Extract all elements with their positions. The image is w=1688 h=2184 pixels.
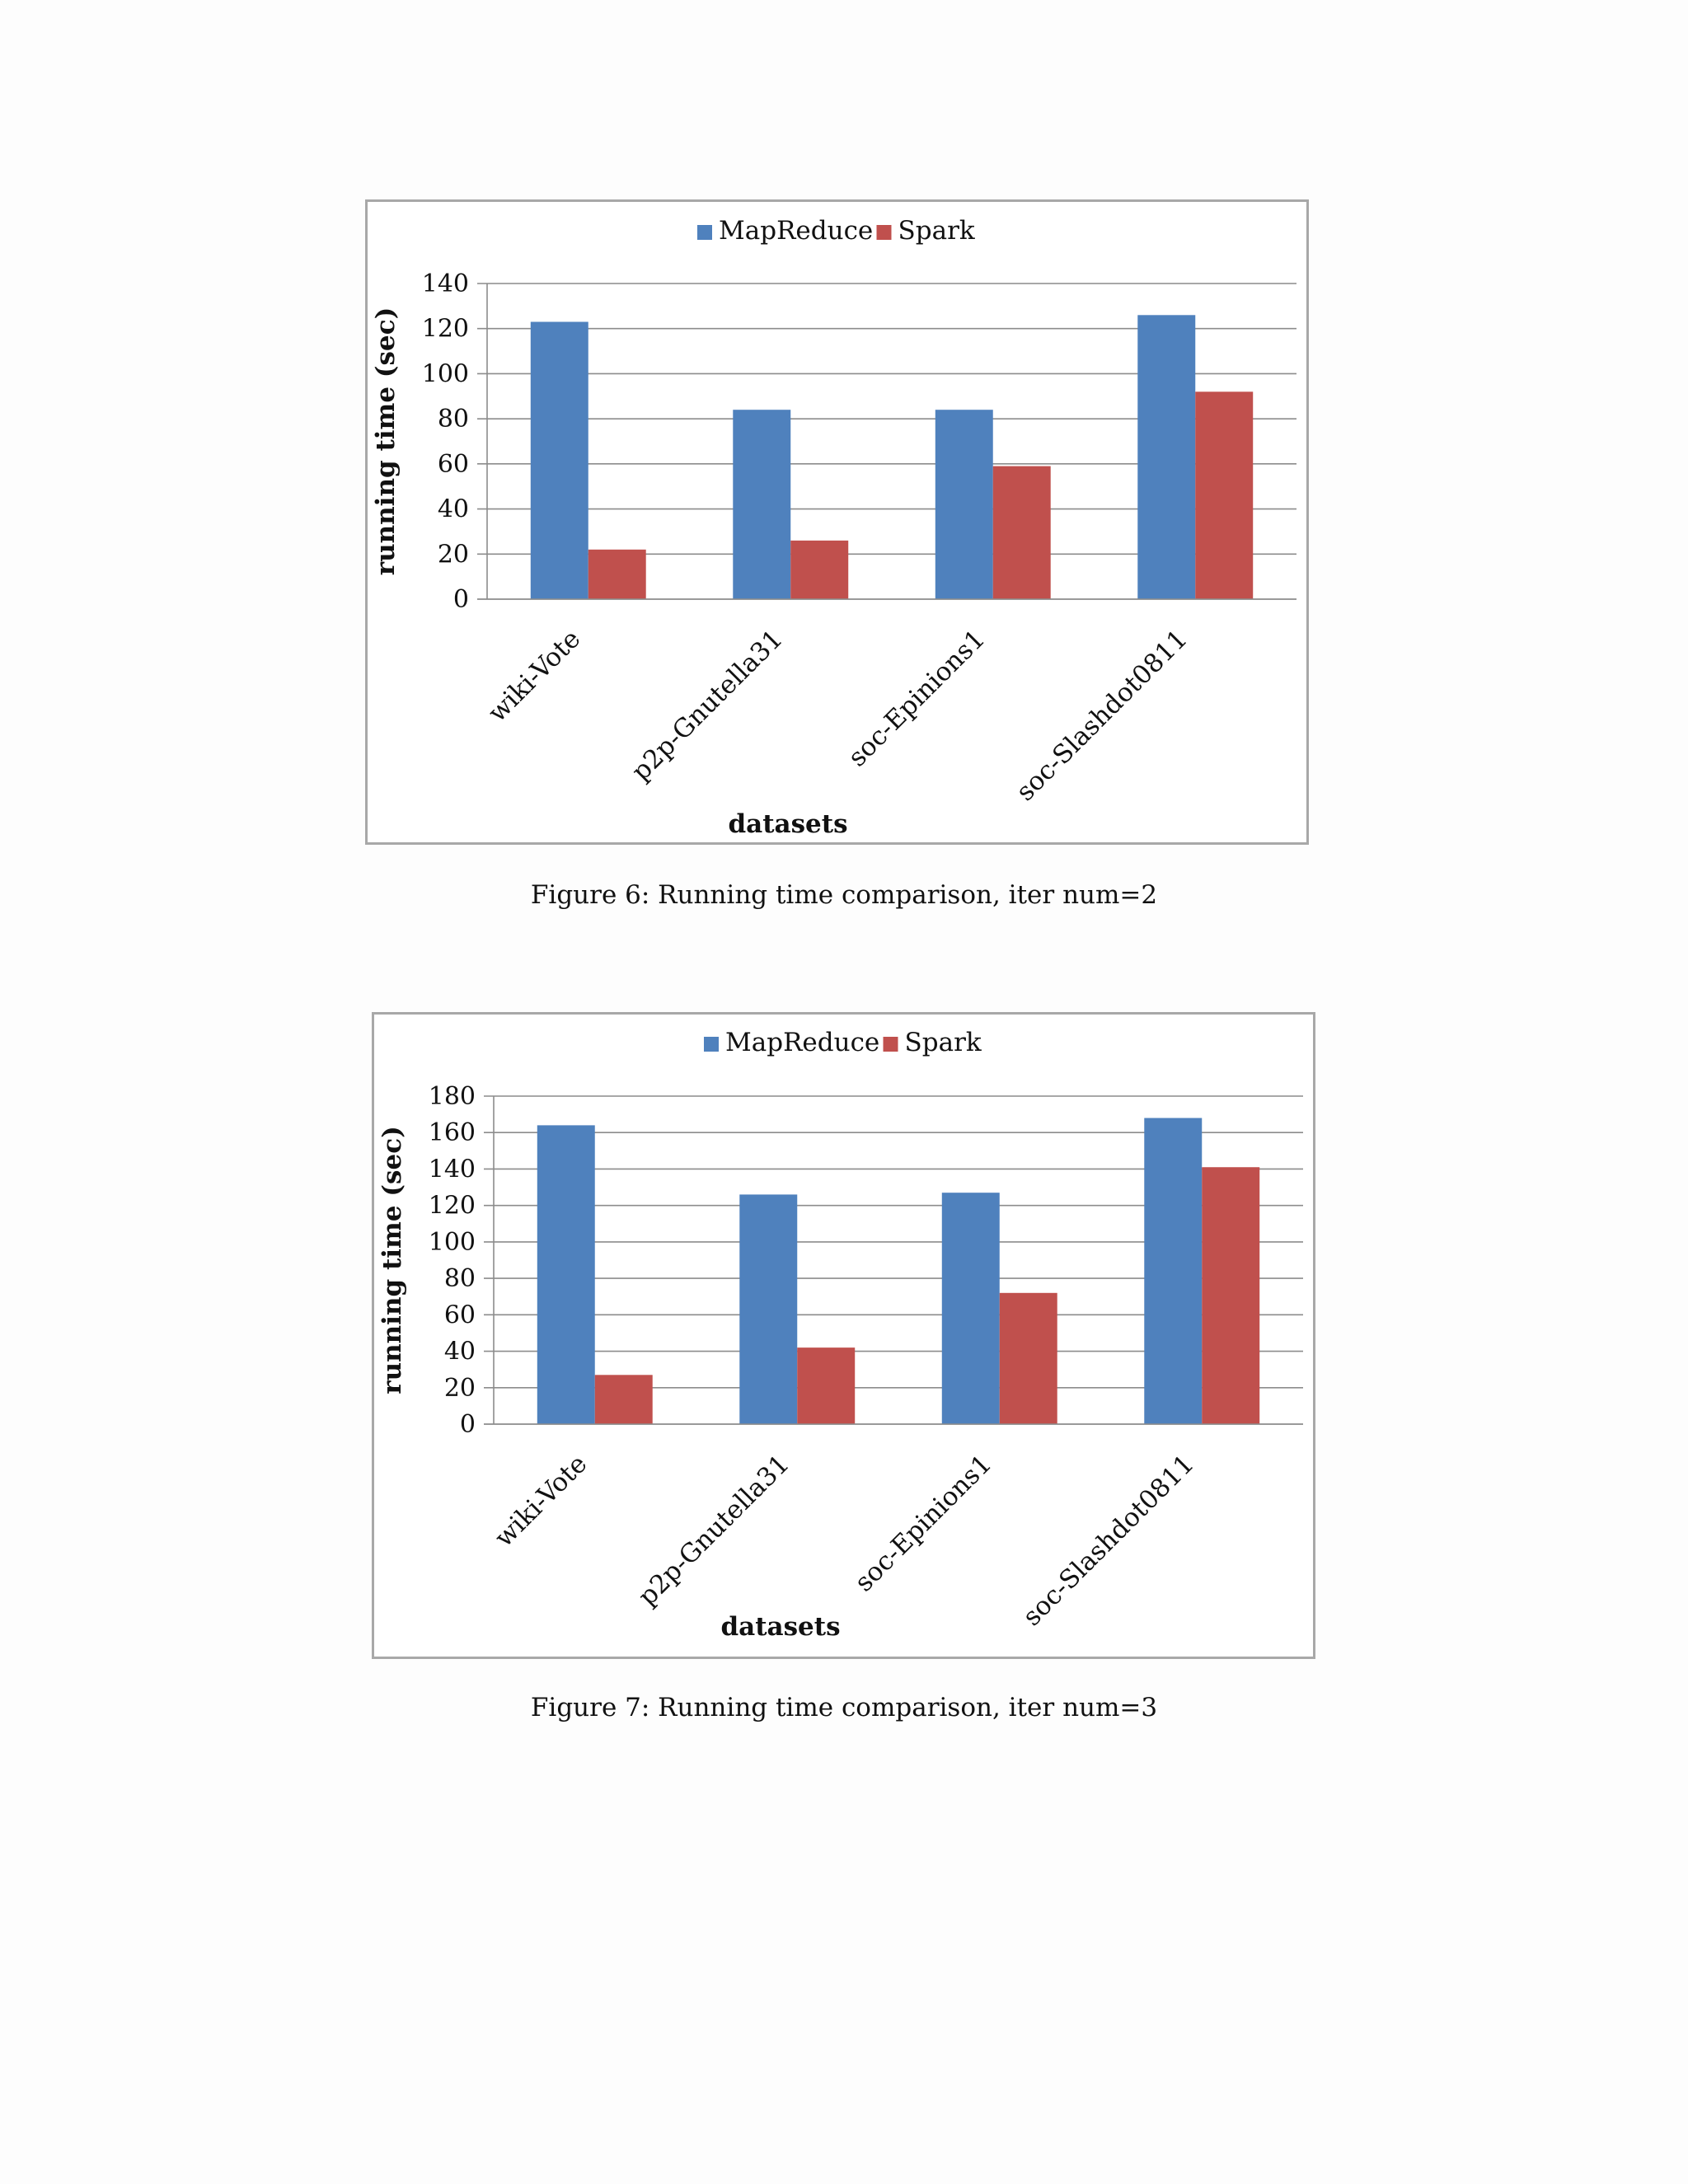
y-axis-title: running time (sec) xyxy=(371,307,401,576)
y-tick-label: 60 xyxy=(437,449,469,479)
x-tick-label: soc-Slashdot0811 xyxy=(1010,624,1193,808)
legend-swatch-mapreduce xyxy=(697,225,712,240)
y-tick-label: 120 xyxy=(421,314,469,344)
x-axis-title: datasets xyxy=(728,809,848,839)
bar-mapreduce-p2p-gnutella31 xyxy=(739,1194,797,1424)
y-tick-label: 80 xyxy=(437,405,469,434)
y-tick-label: 60 xyxy=(443,1301,476,1330)
chart-svg xyxy=(368,202,1306,842)
y-tick-label: 160 xyxy=(428,1118,476,1148)
bar-spark-soc-epinions1 xyxy=(1000,1293,1057,1424)
figure-6-chart xyxy=(365,199,1309,845)
figure-7-caption: Figure 7: Running time comparison, iter num=3 xyxy=(530,1693,1158,1722)
y-tick-label: 0 xyxy=(459,1410,476,1439)
bar-spark-p2p-gnutella31 xyxy=(790,541,848,599)
bar-spark-soc-slashdot0811 xyxy=(1195,391,1253,599)
bar-mapreduce-wiki-vote xyxy=(537,1125,595,1424)
bar-mapreduce-p2p-gnutella31 xyxy=(733,410,790,599)
bar-spark-soc-slashdot0811 xyxy=(1202,1167,1259,1424)
x-tick-label: soc-Epinions1 xyxy=(842,624,992,773)
y-tick-label: 120 xyxy=(428,1191,476,1221)
bar-mapreduce-wiki-vote xyxy=(531,322,588,599)
x-tick-label: soc-Slashdot0811 xyxy=(1017,1449,1200,1633)
legend-swatch-mapreduce xyxy=(704,1037,719,1052)
y-tick-label: 20 xyxy=(443,1373,476,1403)
figure-6-caption: Figure 6: Running time comparison, iter num=2 xyxy=(530,880,1158,910)
bar-mapreduce-soc-epinions1 xyxy=(935,410,993,599)
bar-spark-soc-epinions1 xyxy=(993,466,1051,599)
legend-swatch-spark xyxy=(884,1037,898,1052)
legend-swatch-spark xyxy=(877,225,892,240)
bar-mapreduce-soc-epinions1 xyxy=(942,1193,1000,1424)
bar-spark-wiki-vote xyxy=(588,550,646,599)
legend-label-spark: Spark xyxy=(898,216,975,246)
x-tick-label: soc-Epinions1 xyxy=(849,1449,998,1598)
bar-spark-wiki-vote xyxy=(595,1375,653,1424)
y-tick-label: 140 xyxy=(421,269,469,298)
y-tick-label: 40 xyxy=(437,494,469,524)
bar-mapreduce-soc-slashdot0811 xyxy=(1144,1118,1202,1424)
y-tick-label: 140 xyxy=(428,1155,476,1184)
x-tick-label: wiki-Vote xyxy=(482,624,587,729)
bar-mapreduce-soc-slashdot0811 xyxy=(1137,315,1195,599)
y-tick-label: 100 xyxy=(421,359,469,389)
legend-label-spark: Spark xyxy=(904,1028,982,1057)
figure-7-chart xyxy=(372,1012,1315,1659)
y-tick-label: 80 xyxy=(443,1264,476,1294)
x-tick-label: wiki-Vote xyxy=(489,1449,593,1554)
y-tick-label: 20 xyxy=(437,540,469,569)
legend-label-mapreduce: MapReduce xyxy=(719,216,874,246)
x-axis-title: datasets xyxy=(720,1612,841,1642)
x-tick-label: p2p-Gnutella31 xyxy=(632,1449,795,1612)
y-tick-label: 40 xyxy=(443,1337,476,1366)
y-tick-label: 100 xyxy=(428,1227,476,1257)
chart-svg xyxy=(374,1015,1313,1657)
y-axis-title: running time (sec) xyxy=(377,1126,407,1394)
bar-spark-p2p-gnutella31 xyxy=(797,1347,855,1424)
y-tick-label: 180 xyxy=(428,1082,476,1111)
y-tick-label: 0 xyxy=(452,585,469,614)
x-tick-label: p2p-Gnutella31 xyxy=(626,624,789,787)
legend-label-mapreduce: MapReduce xyxy=(725,1028,880,1057)
